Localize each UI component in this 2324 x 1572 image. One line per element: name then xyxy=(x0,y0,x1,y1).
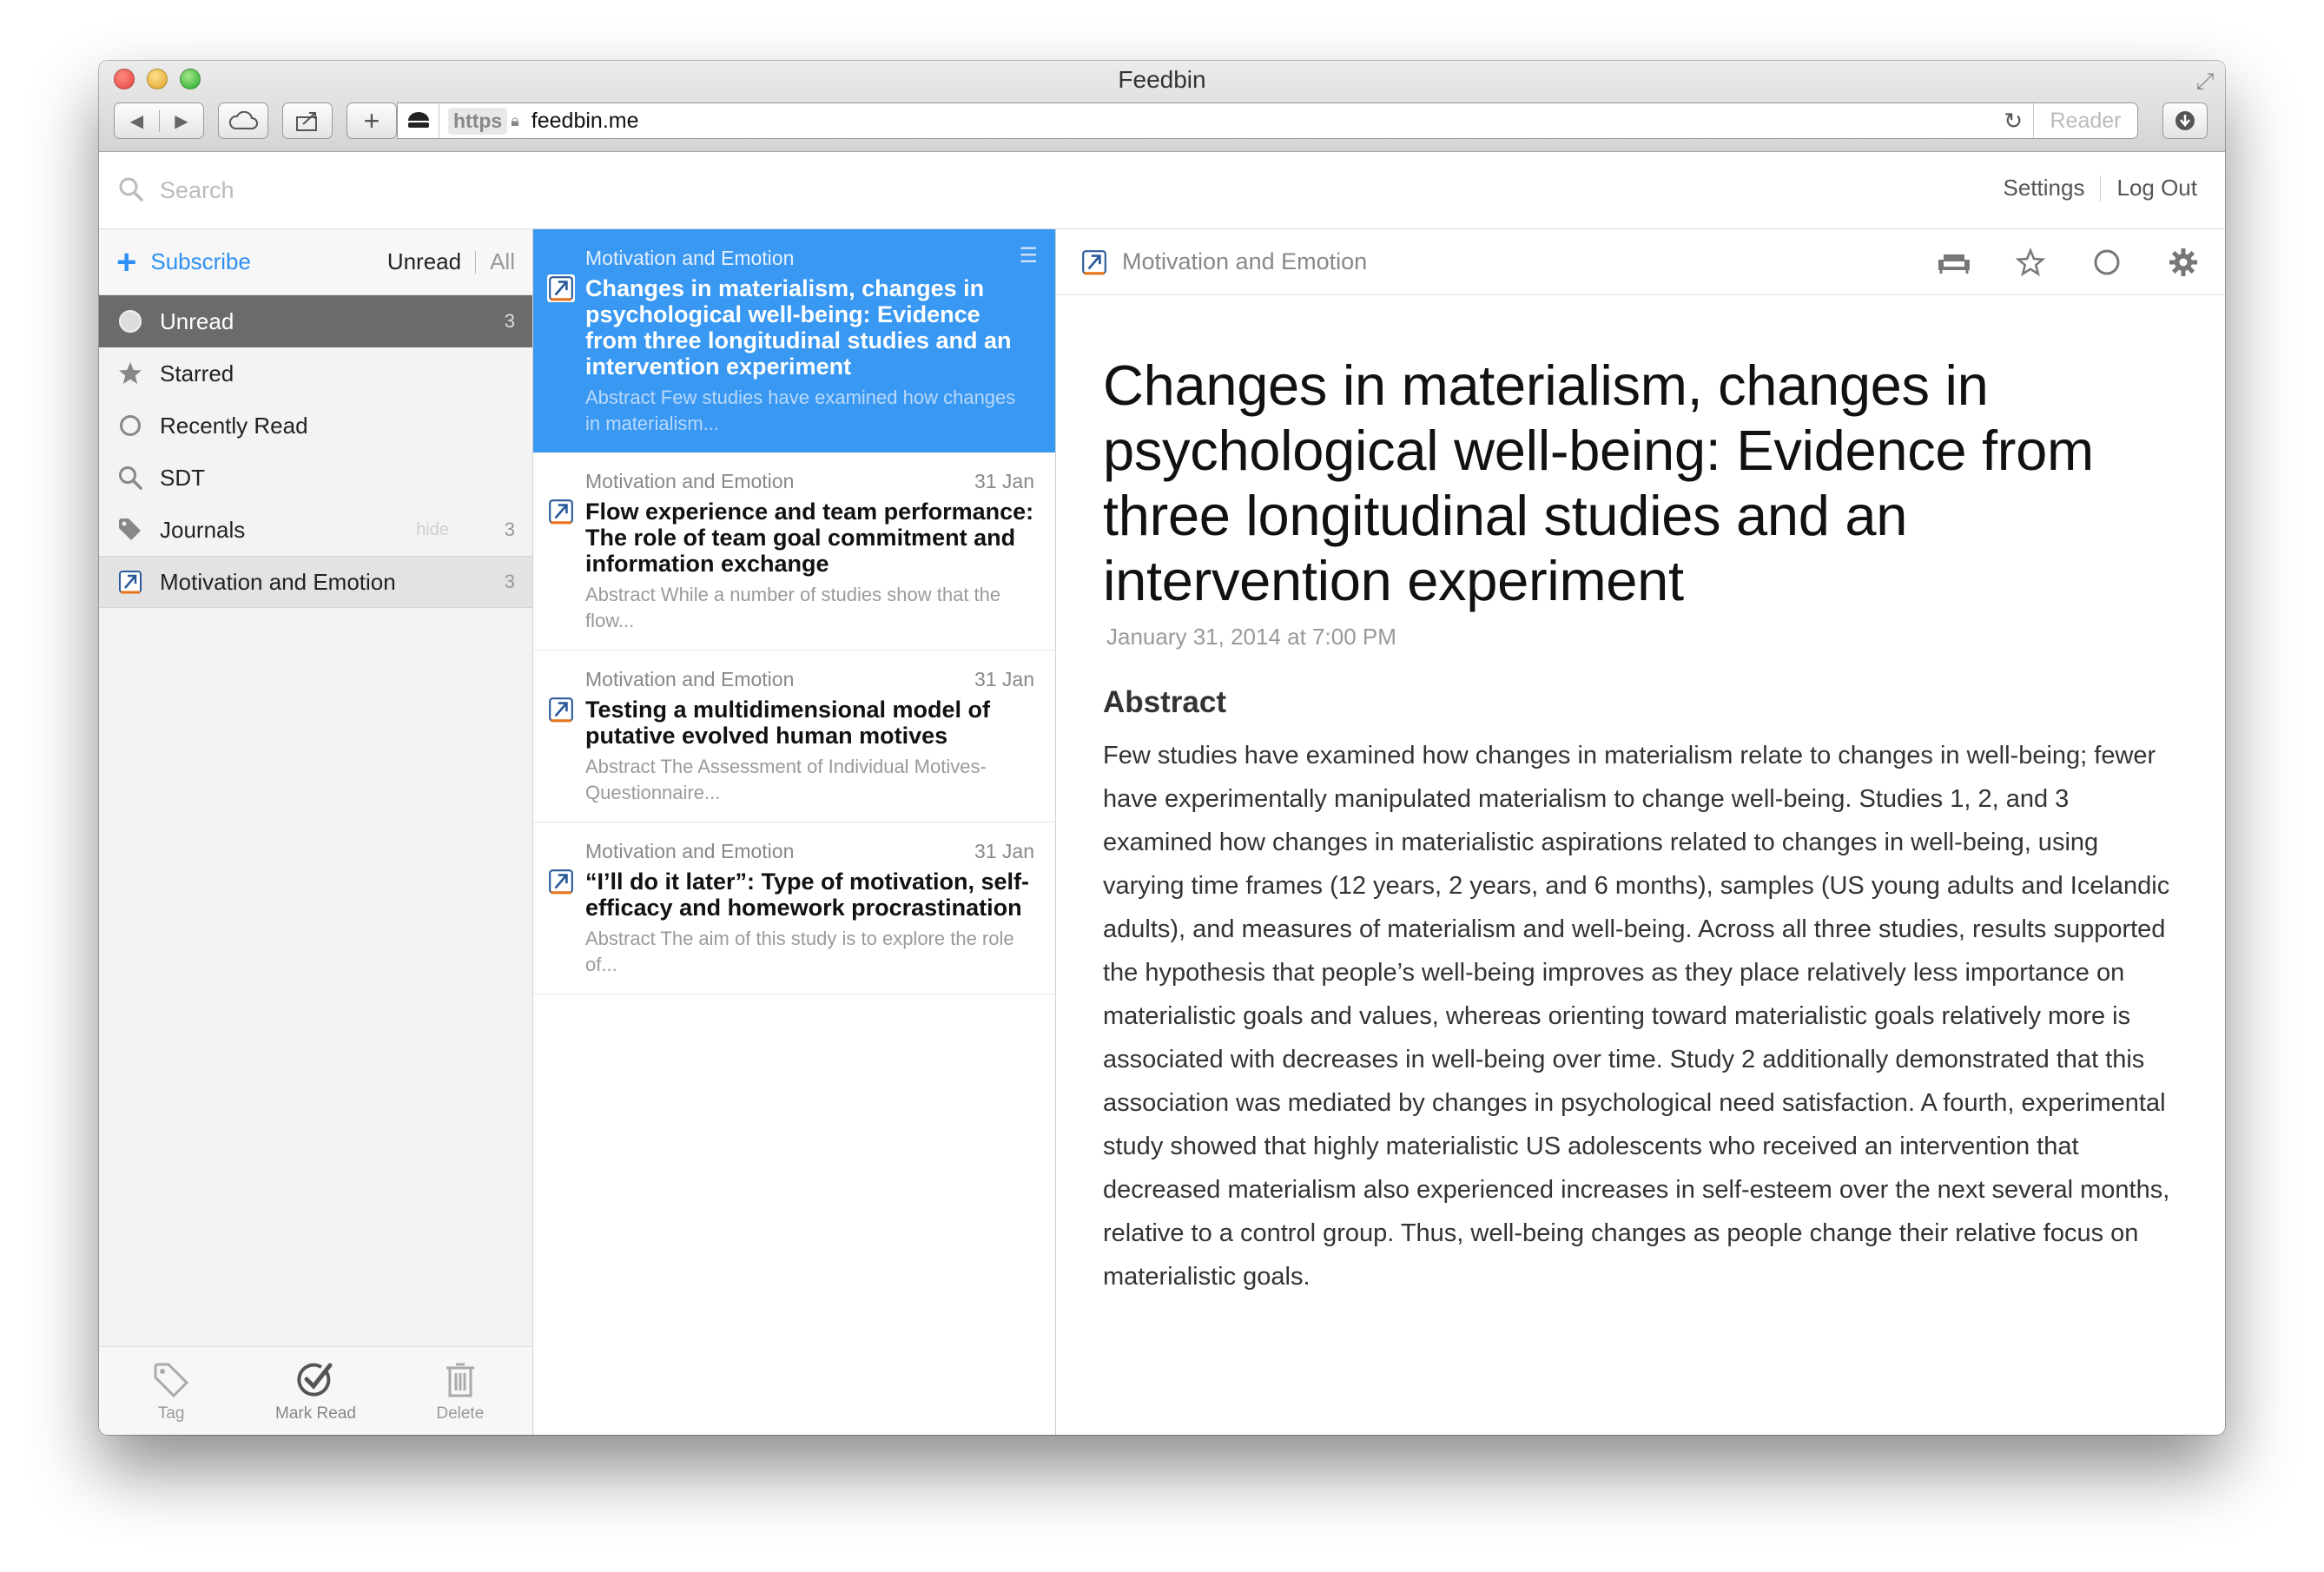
entry-summary: Abstract While a number of studies show that the flow... xyxy=(585,584,1001,631)
delete-button[interactable] xyxy=(395,1359,525,1423)
window-title: Feedbin xyxy=(1118,66,1206,93)
sidebar-footer xyxy=(99,1346,532,1435)
full-content-button[interactable] xyxy=(1937,245,1971,280)
entry-title: Changes in materialism, changes in psychological well-being: Evidence from three longitudinal studies and an intervention experiment xyxy=(585,275,1012,380)
forward-button[interactable]: ▶ xyxy=(159,110,203,132)
journal-feed-icon xyxy=(116,568,144,596)
tag-button[interactable] xyxy=(106,1359,236,1423)
entry-date: 31 Jan xyxy=(974,668,1034,690)
journals-count: 3 xyxy=(504,518,515,540)
downloads-button[interactable] xyxy=(2162,102,2208,139)
mark-unread-button[interactable] xyxy=(2090,245,2124,280)
tag-label: Tag xyxy=(157,1404,185,1423)
entry-title: Testing a multidimensional model of putative evolved human motives xyxy=(585,697,991,749)
share-button[interactable] xyxy=(282,102,333,139)
sidebar-item-journals[interactable] xyxy=(99,504,532,556)
sidebar-item-label: Unread xyxy=(160,307,234,334)
app-header xyxy=(99,152,2225,229)
tag-outline-icon xyxy=(152,1359,190,1401)
circle-outline-icon xyxy=(116,412,144,439)
hide-link[interactable]: hide xyxy=(416,519,449,539)
sidebar-item-motivation-and-emotion[interactable] xyxy=(99,556,532,608)
mark-read-label: Mark Read xyxy=(275,1404,356,1423)
journal-feed-icon xyxy=(547,498,575,525)
list-item[interactable] xyxy=(533,822,1055,994)
entry-feed: Motivation and Emotion xyxy=(585,470,795,492)
gear-icon xyxy=(2169,248,2198,277)
entry-feed: Motivation and Emotion xyxy=(585,247,795,269)
browser-window xyxy=(99,61,2225,1435)
plus-icon: + xyxy=(363,104,380,136)
article-body: Few studies have examined how changes in materialism relate to changes in well-being; fewer have experimentally manipulated materialism to change well-being. Studies 1, 2, and 3 examined how changes in materialistic aspirations related to changes in well-being, using varying time frames (12 years, 2 years, and 6 months), samples (US young adults and Icelandic adults), and measures of materialism and well-being. Across all three studies, results supported the hypothesis that people’s well-being improves as they place relatively less importance on materialistic goals and values, whereas orienting toward materialistic goals relatively more is associated with decreases in well-being over time. Study 2 additionally demonstrated that this association was mediated by changes in psychological need satisfaction. A fourth, experimental study showed that highly materialistic US adolescents who received an intervention that decreased materialism also experienced increases in self-esteem over the next several months, relative to a control group. Thus, well-being changes as people change their relative focus on materialistic goals. xyxy=(1103,742,2170,1291)
plus-icon: + xyxy=(116,242,137,281)
unread-count: 3 xyxy=(504,310,515,332)
reader-actions xyxy=(1937,245,2201,280)
account-links xyxy=(2004,175,2197,201)
fullscreen-icon[interactable]: ⤢ xyxy=(2195,68,2215,94)
article-title: Changes in materialism, changes in psychological well-being: Evidence from three longitudinal studies and an intervention experiment xyxy=(1103,353,2094,612)
subscribe-label: Subscribe xyxy=(150,248,251,274)
back-forward-group xyxy=(114,102,204,139)
list-item[interactable] xyxy=(533,229,1055,452)
journal-feed-icon xyxy=(547,274,575,302)
settings-button[interactable] xyxy=(2166,245,2201,280)
list-item[interactable] xyxy=(533,651,1055,822)
download-icon xyxy=(2174,109,2196,132)
reader-feed-name: Motivation and Emotion xyxy=(1122,248,1368,274)
entry-date: 31 Jan xyxy=(974,840,1034,862)
sofa-icon xyxy=(1937,249,1971,275)
sidebar-item-starred[interactable] xyxy=(99,347,532,400)
back-button[interactable]: ◀ xyxy=(129,111,144,131)
star-button[interactable] xyxy=(2013,245,2048,280)
entry-title: Flow experience and team performance: The role of team goal commitment and information exchange xyxy=(585,499,1034,577)
search-icon xyxy=(116,464,144,492)
article-date: January 31, 2014 at 7:00 PM xyxy=(1106,624,1396,650)
url-domain: feedbin.me xyxy=(531,108,639,133)
sidebar xyxy=(99,229,533,1435)
star-icon xyxy=(116,360,144,387)
reader-feed-link[interactable] xyxy=(1080,248,1367,276)
unread-circle-icon xyxy=(116,307,144,335)
article xyxy=(1056,295,2225,1298)
checkmark-circle-icon xyxy=(295,1359,335,1401)
entry-meta xyxy=(585,840,1034,863)
entry-feed: Motivation and Emotion xyxy=(585,668,795,690)
settings-link[interactable]: Settings xyxy=(2003,175,2085,201)
journal-feed-icon xyxy=(547,696,575,723)
site-favicon-icon xyxy=(398,103,439,138)
lock-icon: 🔒︎ xyxy=(511,111,519,129)
new-tab-button[interactable] xyxy=(347,102,397,139)
entry-date: 31 Jan xyxy=(974,470,1034,492)
entry-meta xyxy=(585,247,1034,270)
delete-label: Delete xyxy=(436,1404,485,1423)
sidebar-item-label: Journals xyxy=(160,516,246,543)
feed-count: 3 xyxy=(504,571,515,592)
trash-icon xyxy=(443,1359,478,1401)
entry-summary: Abstract The Assessment of Individual Motives-Questionnaire... xyxy=(585,756,987,803)
circle-outline-icon xyxy=(2092,248,2122,277)
journal-feed-icon xyxy=(547,868,575,895)
sidebar-item-sdt[interactable] xyxy=(99,452,532,504)
entry-meta xyxy=(585,668,1034,691)
logout-link[interactable]: Log Out xyxy=(2116,175,2197,201)
entry-summary: Abstract The aim of this study is to explore the role of... xyxy=(585,928,1014,975)
sidebar-item-label: Recently Read xyxy=(160,412,308,439)
entry-summary: Abstract Few studies have examined how changes in materialism... xyxy=(585,386,1016,434)
icloud-tabs-button[interactable] xyxy=(218,102,268,139)
window-titlebar xyxy=(99,61,2225,152)
menu-icon[interactable]: ☰ xyxy=(1019,244,1038,268)
search-input[interactable] xyxy=(160,171,941,209)
mark-read-button[interactable] xyxy=(250,1359,380,1423)
share-icon xyxy=(294,109,320,132)
reader-toolbar xyxy=(1056,229,2225,295)
tag-icon xyxy=(116,516,144,544)
sidebar-item-label: Starred xyxy=(160,360,234,386)
sidebar-item-label: Motivation and Emotion xyxy=(160,568,396,595)
journal-feed-icon xyxy=(1080,248,1108,276)
sidebar-item-unread[interactable] xyxy=(99,295,532,347)
reader-button[interactable]: Reader xyxy=(2033,103,2137,138)
cloud-icon xyxy=(228,111,258,130)
entry-feed: Motivation and Emotion xyxy=(585,840,795,862)
view-filter xyxy=(387,248,515,275)
search-icon xyxy=(118,176,144,202)
url-scheme: https xyxy=(448,108,507,135)
reader-pane xyxy=(1056,229,2225,1435)
subscribe-button[interactable] xyxy=(116,242,251,281)
entry-meta xyxy=(585,470,1034,493)
list-item[interactable] xyxy=(533,452,1055,651)
entry-list xyxy=(533,229,1056,1435)
sidebar-top-bar xyxy=(99,229,532,295)
star-outline-icon xyxy=(2016,248,2045,277)
sidebar-item-label: SDT xyxy=(160,464,205,491)
reload-icon[interactable]: ↻ xyxy=(2004,107,2023,134)
divider xyxy=(475,251,476,274)
divider xyxy=(2100,175,2101,201)
filter-unread[interactable]: Unread xyxy=(386,248,462,274)
address-bar[interactable] xyxy=(397,102,2138,139)
article-heading: Abstract xyxy=(1103,685,1226,719)
filter-all[interactable]: All xyxy=(490,248,515,274)
sidebar-item-recently-read[interactable] xyxy=(99,400,532,452)
entry-title: “I’ll do it later”: Type of motivation, self-efficacy and homework procrastination xyxy=(585,869,1030,921)
